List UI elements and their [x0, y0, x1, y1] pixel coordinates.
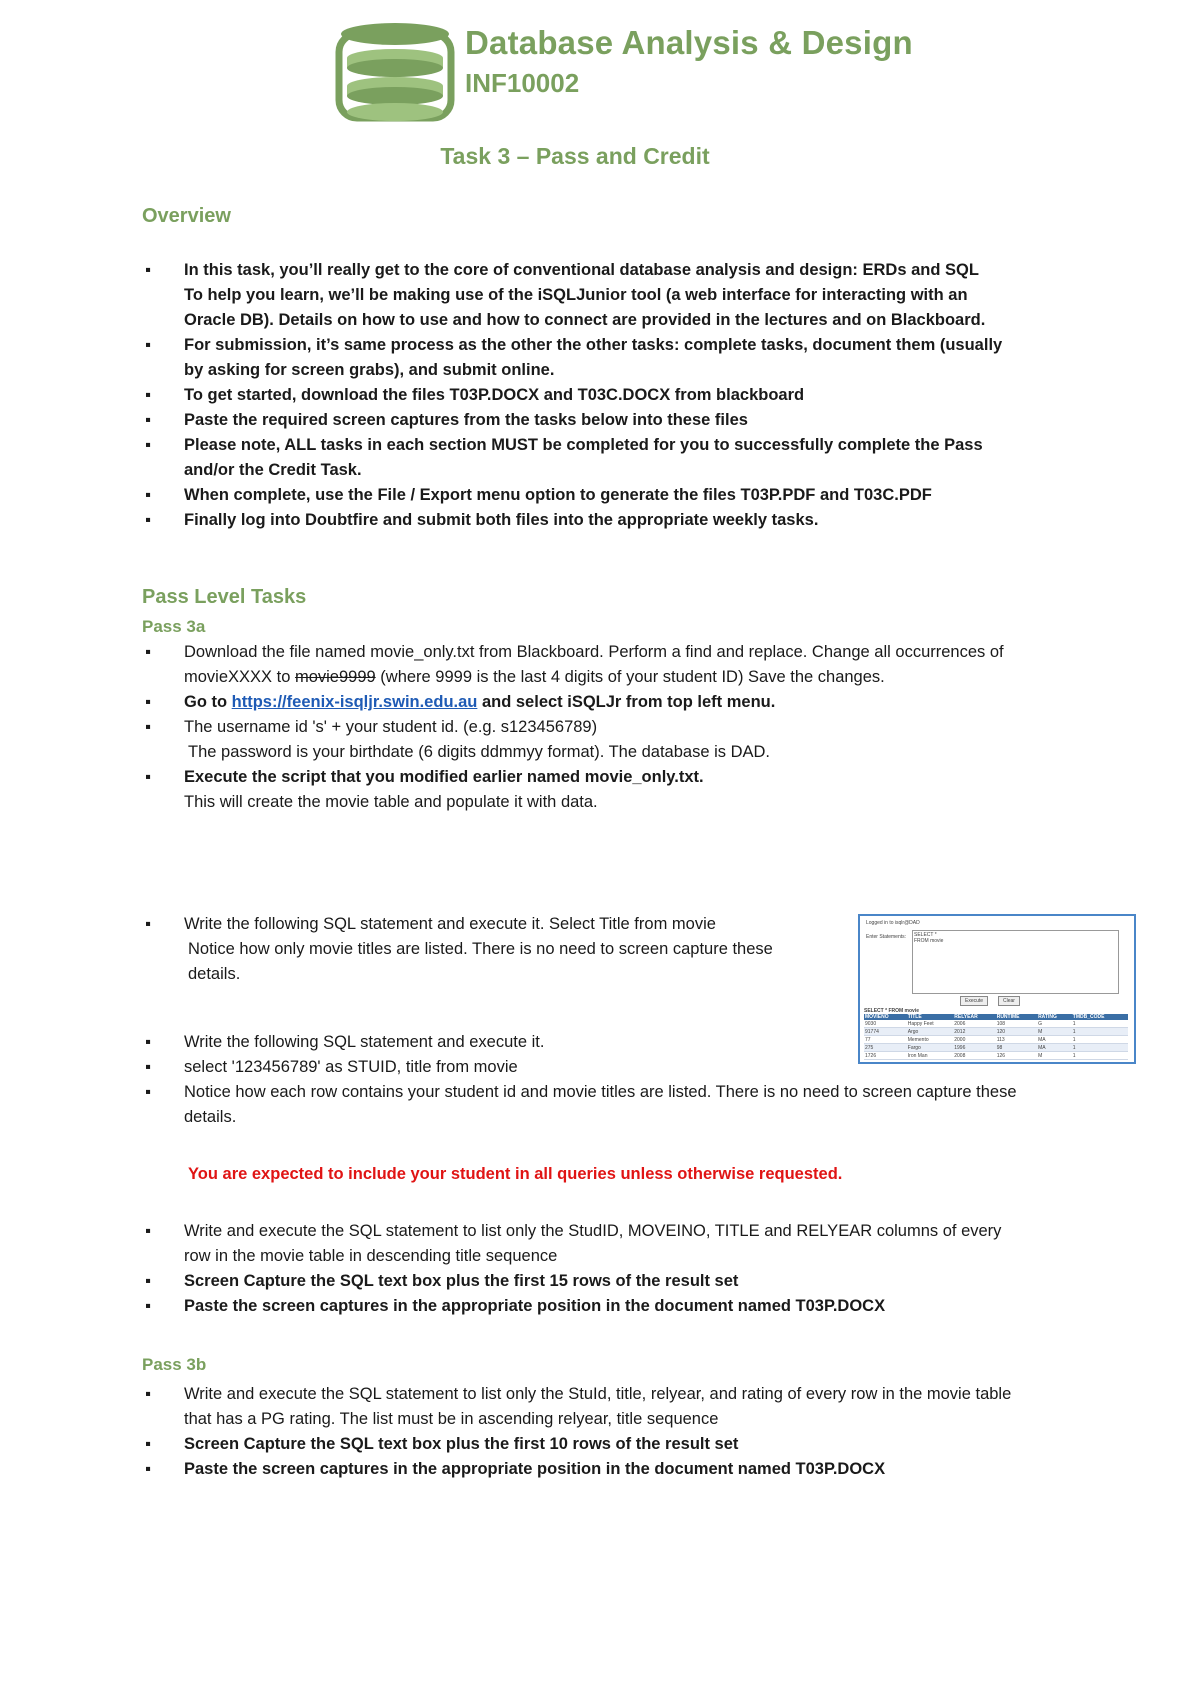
list-item: ▪ The username id 's' + your student id. (e.g. s123456789) [142, 715, 1022, 740]
pass-3a-list-4 [142, 1219, 1022, 1319]
list-item: ▪ Execute the script that you modified earlier named movie_only.txt. [142, 765, 1022, 790]
list-item: ▪ Please note, ALL tasks in each section MUST be completed for you to successfully complete the Pass and/or the Credit Task. [142, 433, 1022, 483]
bullet-icon: ▪ [145, 718, 151, 736]
table-header-row: MOVIENO TITLE RELYEAR RUNTIME RATING TMDB_CODE [864, 1014, 1128, 1020]
pass-3a-heading: Pass 3a [142, 617, 206, 636]
table-row: 9030 Happy Feet 2006 108 G 1 [864, 1020, 1128, 1028]
bullet-icon: ▪ [145, 915, 151, 933]
execute-button: Execute [960, 996, 988, 1006]
table-row: 275 Fargo 1996 98 MA 1 [864, 1044, 1128, 1052]
list-item: ▪ When complete, use the File / Export menu option to generate the files T03P.PDF and T03C.PDF [142, 483, 1022, 508]
overview-heading: Overview [142, 205, 231, 227]
bullet-icon: ▪ [145, 436, 151, 454]
list-item: This will create the movie table and populate it with data. [184, 793, 598, 811]
pass-3a-list-2 [142, 912, 802, 987]
bullet-icon: ▪ [145, 1385, 151, 1403]
isqljr-screenshot [858, 914, 1136, 1064]
table-row: 91774 Argo 2012 120 M 1 [864, 1028, 1128, 1036]
sql-textbox: SELECT * FROM movie [912, 930, 1119, 994]
list-item: ▪ Download the file named movie_only.txt from Blackboard. Perform a find and replace. Change all occurrences of movieXXXX to movie9999 (where 9999 is the last 4 digits of your student ID) Save the changes. [142, 640, 1022, 690]
bullet-icon: ▪ [145, 643, 151, 661]
page-title: Task 3 – Pass and Credit [440, 143, 710, 169]
bullet-icon: ▪ [145, 693, 151, 711]
course-title: Database Analysis & Design [465, 24, 913, 61]
bullet-icon: ▪ [145, 1460, 151, 1478]
bullet-icon: ▪ [145, 1435, 151, 1453]
bullet-icon: ▪ [145, 261, 151, 279]
list-item: ▪ To get started, download the files T03P.DOCX and T03C.DOCX from blackboard [142, 383, 1022, 408]
list-item: ▪ Go to https://feenix-isqljr.swin.edu.au and select iSQLJr from top left menu. [142, 690, 1022, 715]
query-label: SELECT * FROM movie [864, 1008, 920, 1014]
course-header [335, 20, 935, 130]
bullet-icon: ▪ [145, 1058, 151, 1076]
bullet-icon: ▪ [145, 511, 151, 529]
list-item: ▪ Screen Capture the SQL text box plus the first 10 rows of the result set [142, 1432, 1022, 1457]
list-item: ▪ Paste the screen captures in the appropriate position in the document named T03P.DOCX [142, 1294, 1022, 1319]
list-item: ▪ Write the following SQL statement and execute it. [142, 1030, 1022, 1055]
pass-3b-heading: Pass 3b [142, 1355, 207, 1374]
pass-3b-list [142, 1382, 1022, 1482]
list-item: ▪ Paste the screen captures in the appropriate position in the document named T03P.DOCX [142, 1457, 1022, 1482]
bullet-icon: ▪ [145, 1033, 151, 1051]
bullet-icon: ▪ [145, 768, 151, 786]
bullet-icon: ▪ [145, 1222, 151, 1240]
list-item: To help you learn, we’ll be making use of the iSQLJunior tool (a web interface for interacting with an Oracle DB). Details on how to use and how to connect are provided in the lectures and on Blackboard. [184, 286, 986, 329]
strikethrough-text: movie9999 [294, 668, 376, 686]
overview-list [142, 258, 1022, 533]
table-row: 77 Memento 2000 113 MA 1 [864, 1036, 1128, 1044]
bullet-icon: ▪ [145, 1297, 151, 1315]
list-item: ▪ Finally log into Doubtfire and submit both files into the appropriate weekly tasks. [142, 508, 1022, 533]
list-item: The password is your birthdate (6 digits ddmmyy format). The database is DAD. [188, 743, 771, 761]
pass-heading: Pass Level Tasks [142, 586, 307, 608]
bullet-icon: ▪ [145, 336, 151, 354]
list-item: Notice how only movie titles are listed. There is no need to screen capture these details. [188, 940, 773, 983]
list-item: ▪ select '123456789' as STUID, title from movie [142, 1055, 1022, 1080]
statements-label: Enter Statements: [866, 934, 907, 940]
isqljr-link[interactable]: https://feenix-isqljr.swin.edu.au [231, 693, 478, 711]
list-item: ▪ Write the following SQL statement and execute it. Select Title from movie [142, 912, 802, 937]
list-item: ▪ Notice how each row contains your student id and movie titles are listed. There is no need to screen capture these details. [142, 1080, 1022, 1130]
list-item: ▪ Paste the required screen captures from the tasks below into these files [142, 408, 1022, 433]
database-cylinder-icon [335, 20, 455, 130]
list-item: ▪ Write and execute the SQL statement to list only the StuId, title, relyear, and rating of every row in the movie table that has a PG rating. The list must be in ascending relyear, title sequence [142, 1382, 1022, 1432]
pass-3a-list-1 [142, 640, 1022, 815]
warning-text: You are expected to include your student in all queries unless otherwise requested. [188, 1165, 843, 1183]
bullet-icon: ▪ [145, 386, 151, 404]
list-item: ▪ Write and execute the SQL statement to list only the StudID, MOVEINO, TITLE and RELYEAR columns of every row in the movie table in descending title sequence [142, 1219, 1022, 1269]
bullet-icon: ▪ [145, 1272, 151, 1290]
bullet-icon: ▪ [145, 486, 151, 504]
clear-button: Clear [998, 996, 1020, 1006]
course-code: INF10002 [465, 68, 580, 98]
table-row: 1726 Iron Man 2008 126 M 1 [864, 1052, 1128, 1060]
list-item: ▪ For submission, it’s same process as the other the other tasks: complete tasks, document them (usually by asking for screen grabs), and submit online. [142, 333, 1022, 383]
list-item: ▪ Screen Capture the SQL text box plus the first 15 rows of the result set [142, 1269, 1022, 1294]
list-item: ▪ In this task, you’ll really get to the core of conventional database analysis and design: ERDs and SQL [142, 258, 1022, 283]
bullet-icon: ▪ [145, 411, 151, 429]
logged-in-text: Logged in to isqlr@DAD [866, 920, 920, 926]
result-table [864, 1014, 1128, 1060]
bullet-icon: ▪ [145, 1083, 151, 1101]
